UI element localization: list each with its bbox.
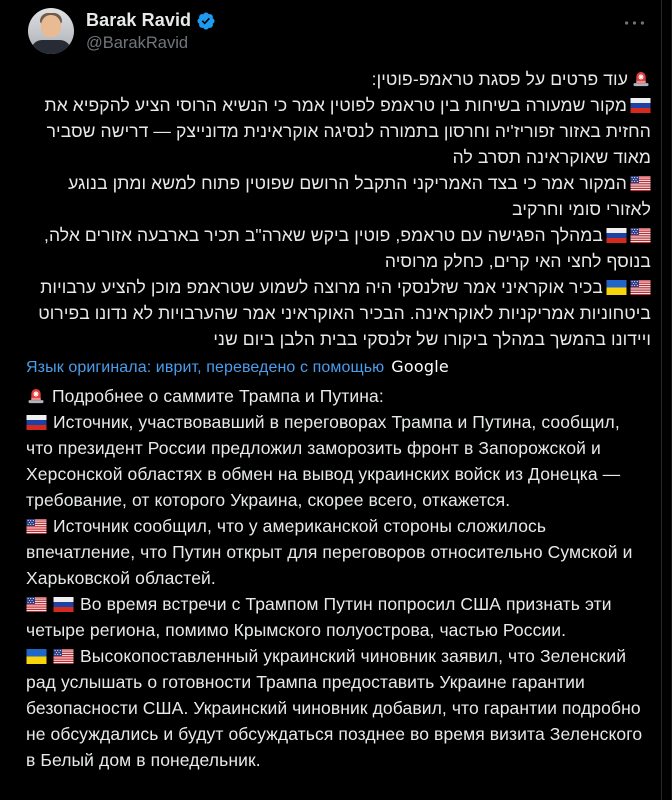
user-identity bbox=[86, 8, 622, 53]
post-paragraph: Источник, участвовавший в переговорах Трампа и Путина, сообщил, что президент России предложил заморозить фронт в Запорожской и Херсонской областях в обмен на вывод украинских войск из Донецка — требование, от которого Украина, скорее всего, откажется. bbox=[26, 412, 621, 510]
name-row[interactable] bbox=[86, 10, 622, 31]
ru-icon bbox=[606, 228, 627, 243]
post-paragraph: עוד פרטים על פסגת טראמפ-פוטין: bbox=[26, 66, 651, 92]
translation-attribution[interactable] bbox=[26, 357, 651, 377]
post-paragraph: במהלך הפגישה עם טראמפ, פוטין ביקש שארה"ב תכיר בארבעה אזורים אלה, בנוסף לחצי האי קרים, כחלק מרוסיה bbox=[44, 225, 651, 271]
avatar[interactable] bbox=[28, 8, 74, 54]
google-logo: Google bbox=[391, 357, 449, 376]
ru-icon bbox=[26, 415, 47, 430]
us-icon bbox=[26, 597, 47, 612]
us-icon bbox=[630, 280, 651, 295]
us-icon bbox=[630, 176, 651, 191]
siren-icon bbox=[631, 71, 651, 87]
column-border bbox=[661, 0, 662, 800]
post-text-russian bbox=[26, 383, 651, 773]
tweet-header bbox=[0, 0, 661, 54]
avatar-face bbox=[41, 15, 61, 37]
user-handle[interactable]: @BarakRavid bbox=[86, 34, 189, 52]
siren-icon bbox=[26, 388, 46, 404]
verified-badge-icon bbox=[196, 11, 216, 31]
post-paragraph: בכיר אוקראיני אמר שזלנסקי היה מרוצה לשמוע שטראמפ מוכן להציע ערבויות ביטחוניות אמריקניות לאוקראינה. הבכיר האוקראיני אמר שהערבויות לא נדונו בפירוט ויידונו בהמשך במהלך ביקורו של זלנסקי בבית הלבן ביום שני bbox=[38, 277, 651, 349]
ua-icon bbox=[606, 280, 627, 295]
ru-icon bbox=[630, 98, 651, 113]
ua-icon bbox=[26, 649, 47, 664]
avatar-suit bbox=[31, 40, 71, 54]
us-icon bbox=[26, 519, 47, 534]
ru-icon bbox=[53, 597, 74, 612]
post-paragraph: Высокопоставленный украинский чиновник заявил, что Зеленский рад услышать о готовности Трампа предоставить Украине гарантии безопасности США. Украинский чиновник добавил, что гарантии подробно не обсуждались и будут обсуждаться позднее во время визита Зеленского в Белый дом в понедельник. bbox=[26, 646, 643, 770]
post-text-hebrew bbox=[26, 66, 651, 352]
more-options-icon bbox=[624, 20, 645, 26]
post-paragraph: Во время встречи с Трампом Путин попросил США признать эти четыре региона, помимо Крымского полуострова, частью России. bbox=[26, 594, 612, 640]
us-icon bbox=[53, 649, 74, 664]
display-name[interactable]: Barak Ravid bbox=[86, 10, 192, 30]
post-paragraph: מקור שמעורה בשיחות בין טראמפ לפוטין אמר כי הנשיא הרוסי הציע להקפיא את החזית באזור זפוריז'יה וחרסון בתמורה לנסיגה אוקראינית מדונייצק — דרישה שסביר מאוד שאוקראינה תסרב לה bbox=[44, 95, 651, 167]
post-paragraph: המקור אמר כי בצד האמריקני התקבל הרושם שפוטין פתוח למשא ומתן בנוגע לאזורי סומי וחרקיב bbox=[68, 173, 651, 219]
translation-label[interactable]: Язык оригинала: иврит, переведено с помощью bbox=[26, 359, 385, 376]
more-options-button[interactable] bbox=[622, 16, 647, 30]
us-icon bbox=[630, 228, 651, 243]
post-paragraph: Подробнее о саммите Трампа и Путина: bbox=[26, 383, 651, 409]
post-paragraph: Источник сообщил, что у американской стороны сложилось впечатление, что Путин открыт для переговоров относительно Сумской и Харьковской областей. bbox=[26, 516, 633, 588]
